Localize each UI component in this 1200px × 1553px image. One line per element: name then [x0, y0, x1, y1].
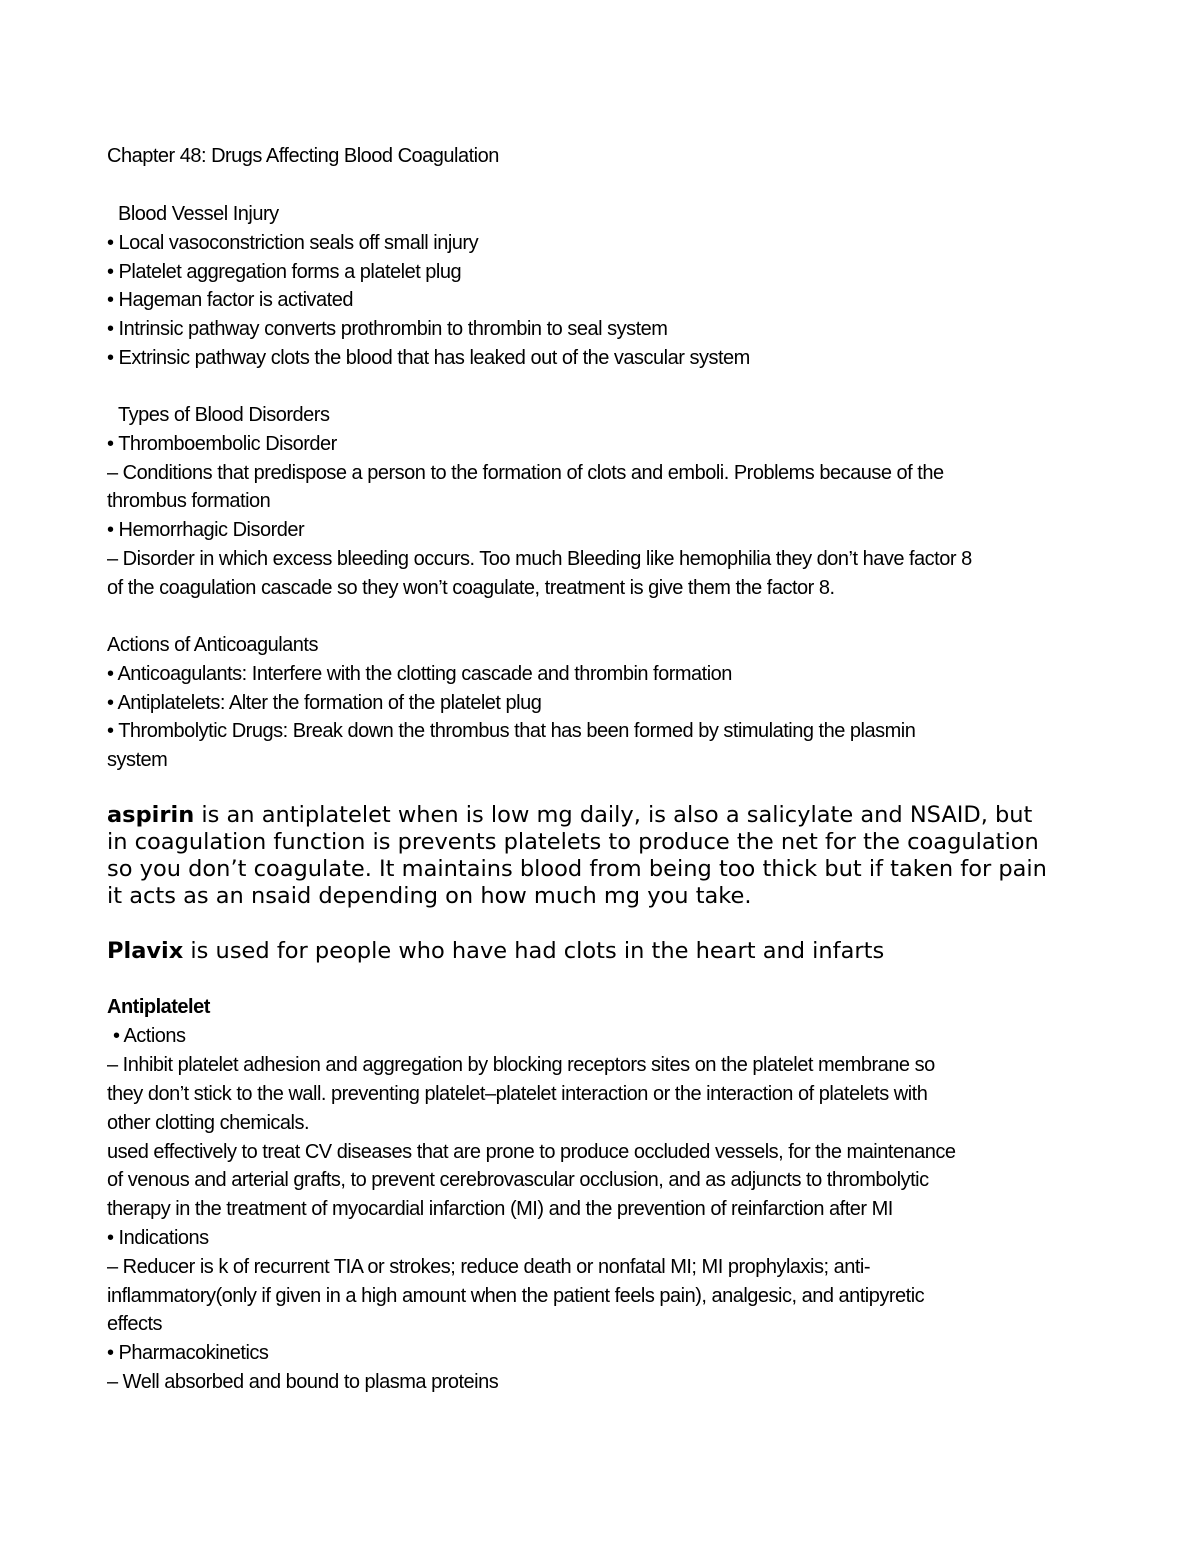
- anticoagulant-actions-heading: Actions of Anticoagulants: [107, 634, 318, 656]
- text-line: • Indications: [107, 1227, 209, 1249]
- list-item: • Hageman factor is activated: [107, 289, 353, 311]
- text-line: thrombus formation: [107, 490, 271, 512]
- plavix-term: Plavix: [107, 938, 184, 964]
- antiplatelet-heading: Antiplatelet: [107, 996, 210, 1018]
- text-line: they don’t stick to the wall. preventing platelet–platelet interaction or the interaction of platelets with: [107, 1083, 928, 1105]
- chapter-title: Chapter 48: Drugs Affecting Blood Coagulation: [107, 145, 499, 167]
- list-item: • Intrinsic pathway converts prothrombin to thrombin to seal system: [107, 318, 668, 340]
- text-line: – Inhibit platelet adhesion and aggregation by blocking receptors sites on the platelet membrane so: [107, 1054, 935, 1076]
- aspirin-term: aspirin: [107, 802, 195, 828]
- aspirin-line-rest: is an antiplatelet when is low mg daily, is also a salicylate and NSAID, but: [194, 802, 1033, 828]
- text-line: • Hemorrhagic Disorder: [107, 519, 305, 541]
- aspirin-paragraph-line: it acts as an nsaid depending on how much mg you take.: [107, 883, 752, 909]
- text-line: • Thrombolytic Drugs: Break down the thrombus that has been formed by stimulating the plasmin: [107, 720, 916, 742]
- actions-label: • Actions: [113, 1025, 186, 1047]
- text-line: therapy in the treatment of myocardial infarction (MI) and the prevention of reinfarction after MI: [107, 1198, 893, 1220]
- text-line: • Anticoagulants: Interfere with the clotting cascade and thrombin formation: [107, 663, 732, 685]
- blood-vessel-injury-heading: Blood Vessel Injury: [118, 203, 279, 225]
- text-line: of venous and arterial grafts, to prevent cerebrovascular occlusion, and as adjuncts to thrombolytic: [107, 1169, 929, 1191]
- text-line: system: [107, 749, 168, 771]
- blood-disorders-heading: Types of Blood Disorders: [118, 404, 330, 426]
- aspirin-paragraph-line: in coagulation function is prevents platelets to produce the net for the coagulation: [107, 829, 1039, 855]
- text-line: used effectively to treat CV diseases that are prone to produce occluded vessels, for the maintenance: [107, 1141, 956, 1163]
- text-line: inflammatory(only if given in a high amount when the patient feels pain), analgesic, and antipyretic: [107, 1285, 925, 1307]
- text-line: – Conditions that predispose a person to the formation of clots and emboli. Problems because of the: [107, 462, 944, 484]
- aspirin-paragraph-line: so you don’t coagulate. It maintains blood from being too thick but if taken for pain: [107, 856, 1047, 882]
- text-line: • Pharmacokinetics: [107, 1342, 269, 1364]
- text-line: – Disorder in which excess bleeding occurs. Too much Bleeding like hemophilia they don’t have factor 8: [107, 548, 972, 570]
- text-line: effects: [107, 1313, 163, 1335]
- text-line: – Reducer is k of recurrent TIA or strokes; reduce death or nonfatal MI; MI prophylaxis; anti-: [107, 1256, 870, 1278]
- text-line: of the coagulation cascade so they won’t coagulate, treatment is give them the factor 8.: [107, 577, 835, 599]
- text-line: – Well absorbed and bound to plasma proteins: [107, 1371, 499, 1393]
- aspirin-paragraph-line: [107, 801, 1032, 829]
- list-item: • Extrinsic pathway clots the blood that has leaked out of the vascular system: [107, 347, 750, 369]
- list-item: • Local vasoconstriction seals off small injury: [107, 232, 479, 254]
- text-line: • Antiplatelets: Alter the formation of the platelet plug: [107, 692, 542, 714]
- plavix-line-rest: is used for people who have had clots in the heart and infarts: [183, 938, 885, 964]
- text-line: • Thromboembolic Disorder: [107, 433, 337, 455]
- text-line: other clotting chemicals.: [107, 1112, 310, 1134]
- list-item: • Platelet aggregation forms a platelet plug: [107, 261, 462, 283]
- plavix-line: [107, 937, 884, 965]
